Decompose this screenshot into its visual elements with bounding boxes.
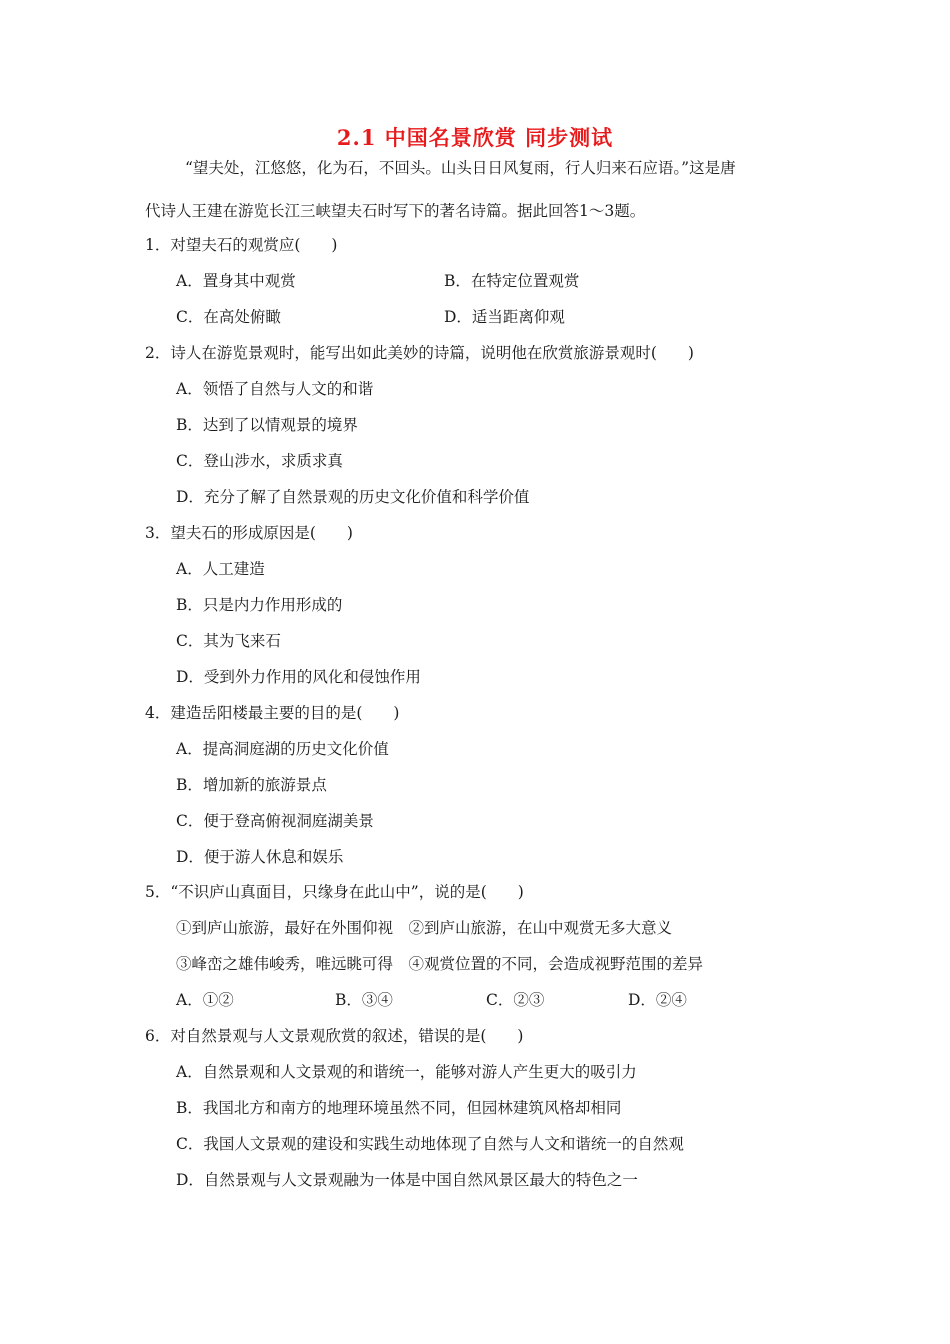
question-2-option-d: D．充分了解了自然景观的历史文化价值和科学价值 bbox=[176, 488, 530, 506]
intro-line-2: 代诗人王建在游览长江三峡望夫石时写下的著名诗篇。据此回答1～3题。 bbox=[145, 202, 646, 220]
question-4-option-a: A．提高洞庭湖的历史文化价值 bbox=[176, 740, 389, 758]
question-5-statements-1: ①到庐山旅游，最好在外围仰视 ②到庐山旅游，在山中观赏无多大意义 bbox=[176, 919, 673, 937]
question-5-option-c: C．②③ bbox=[486, 991, 545, 1009]
question-1-option-d: D．适当距离仰观 bbox=[444, 308, 565, 326]
question-3-option-a: A．人工建造 bbox=[176, 560, 265, 578]
question-6-option-d: D．自然景观与人文景观融为一体是中国自然风景区最大的特色之一 bbox=[176, 1171, 638, 1189]
question-1-option-c: C．在高处俯瞰 bbox=[176, 308, 281, 326]
question-5-statements-2: ③峰峦之雄伟峻秀，唯远眺可得 ④观赏位置的不同，会造成视野范围的差异 bbox=[176, 955, 704, 973]
question-3-option-c: C．其为飞来石 bbox=[176, 632, 281, 650]
question-4-option-c: C．便于登高俯视洞庭湖美景 bbox=[176, 812, 374, 830]
question-6-option-a: A．自然景观和人文景观的和谐统一，能够对游人产生更大的吸引力 bbox=[176, 1063, 637, 1081]
question-5-option-b: B．③④ bbox=[335, 991, 393, 1009]
question-4-stem: 4．建造岳阳楼最主要的目的是( ) bbox=[145, 704, 400, 722]
question-4-option-b: B．增加新的旅游景点 bbox=[176, 776, 327, 794]
question-1-stem: 1．对望夫石的观赏应( ) bbox=[145, 236, 338, 254]
question-1-option-a: A．置身其中观赏 bbox=[176, 272, 296, 290]
question-4-option-d: D．便于游人休息和娱乐 bbox=[176, 848, 344, 866]
question-2-option-a: A．领悟了自然与人文的和谐 bbox=[176, 380, 374, 398]
question-6-stem: 6．对自然景观与人文景观欣赏的叙述，错误的是( ) bbox=[145, 1027, 524, 1045]
question-2-option-c: C．登山涉水，求质求真 bbox=[176, 452, 343, 470]
question-5-option-a: A．①② bbox=[176, 991, 234, 1009]
question-6-option-b: B．我国北方和南方的地理环境虽然不同，但园林建筑风格却相同 bbox=[176, 1099, 622, 1117]
question-3-option-d: D．受到外力作用的风化和侵蚀作用 bbox=[176, 668, 421, 686]
question-5-option-d: D．②④ bbox=[628, 991, 687, 1009]
question-3-stem: 3．望夫石的形成原因是( ) bbox=[145, 524, 353, 542]
page-title: 2.1 中国名景欣赏 同步测试 bbox=[336, 125, 614, 150]
question-3-option-b: B．只是内力作用形成的 bbox=[176, 596, 343, 614]
question-5-stem: 5．“不识庐山真面目，只缘身在此山中”，说的是( ) bbox=[145, 883, 524, 901]
question-1-option-b: B．在特定位置观赏 bbox=[444, 272, 580, 290]
question-2-stem: 2．诗人在游览景观时，能写出如此美妙的诗篇，说明他在欣赏旅游景观时( ) bbox=[145, 344, 694, 362]
question-2-option-b: B．达到了以情观景的境界 bbox=[176, 416, 358, 434]
question-6-option-c: C．我国人文景观的建设和实践生动地体现了自然与人文和谐统一的自然观 bbox=[176, 1135, 684, 1153]
intro-line-1: “望夫处，江悠悠，化为石，不回头。山头日日风复雨，行人归来石应语。”这是唐 bbox=[185, 159, 736, 177]
